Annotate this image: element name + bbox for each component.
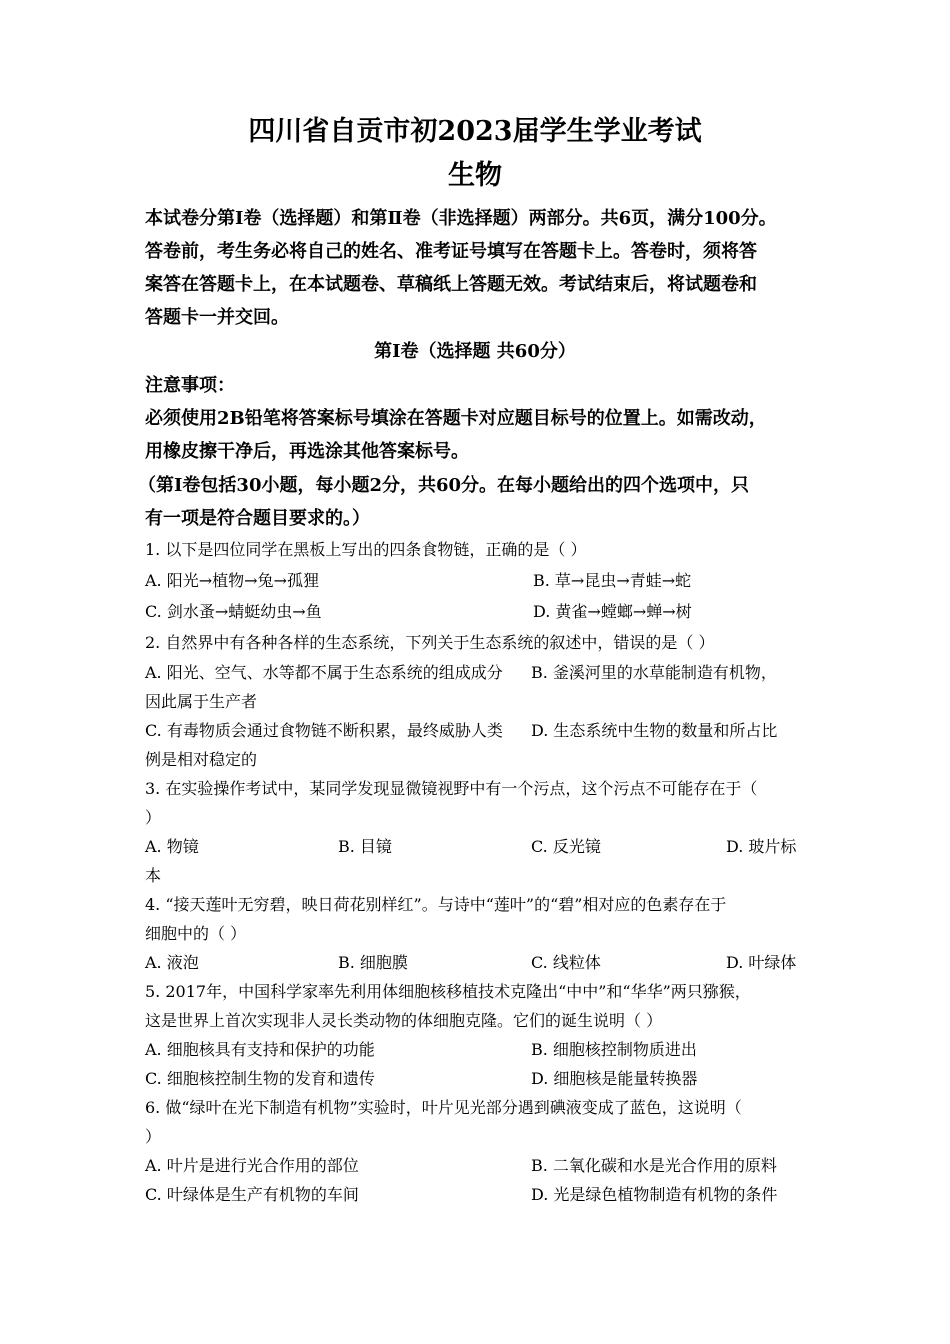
question-5-option-a: A. 细胞核具有支持和保护的功能: [145, 1040, 375, 1059]
intro-line-2: 答卷前，考生务必将自己的姓名、准考证号填写在答题卡上。答卷时，须将答: [145, 241, 757, 262]
question-2-option-b: B. 釜溪河里的水草能制造有机物，: [531, 663, 777, 682]
section-title: 第Ⅰ卷（选择题 共60分）: [374, 341, 576, 362]
intro-line-3: 案答在答题卡上，在本试题卷、草稿纸上答题无效。考试结束后，将试题卷和: [145, 274, 757, 295]
question-6-option-d: D. 光是绿色植物制造有机物的条件: [531, 1185, 778, 1204]
question-2-option-a: A. 阳光、空气、水等都不属于生态系统的组成成分: [145, 663, 503, 682]
question-4-option-b: B. 细胞膜: [338, 953, 408, 972]
question-6-stem: 6. 做“绿叶在光下制造有机物”实验时，叶片见光部分遇到碘液变成了蓝色，这说明（: [145, 1098, 742, 1117]
question-6-option-a: A. 叶片是进行光合作用的部位: [145, 1156, 359, 1175]
question-5-option-c: C. 细胞核控制生物的发育和遗传: [145, 1069, 375, 1088]
section-intro-line-2: 有一项是符合题目要求的。）: [145, 508, 370, 529]
question-3-option-d-cont: 本: [145, 866, 162, 885]
notice-line-1: 必须使用2B铅笔将答案标号填涂在答题卡对应题目标号的位置上。如需改动，: [145, 408, 767, 429]
question-4-option-d: D. 叶绿体: [726, 953, 797, 972]
question-2-option-b-cont: 因此属于生产者: [145, 692, 258, 711]
question-3-option-b: B. 目镜: [338, 837, 392, 856]
question-2-option-c: C. 有毒物质会通过食物链不断积累，最终威胁人类: [145, 721, 503, 740]
question-4-option-a: A. 液泡: [145, 953, 199, 972]
question-3-option-c: C. 反光镜: [531, 837, 601, 856]
question-5-option-d: D. 细胞核是能量转换器: [531, 1069, 698, 1088]
question-1-option-a: A. 阳光→植物→兔→孤狸: [145, 571, 319, 590]
question-3-stem-cont: ）: [145, 808, 162, 827]
question-1-option-c: C. 剑水蚤→蜻蜓幼虫→鱼: [145, 602, 322, 621]
subject-title: 生物: [448, 160, 502, 191]
question-2-stem: 2. 自然界中有各种各样的生态系统，下列关于生态系统的叙述中，错误的是（ ）: [145, 633, 715, 652]
section-intro-line-1: （第Ⅰ卷包括30小题，每小题2分，共60分。在每小题给出的四个选项中，只: [138, 475, 750, 496]
question-2-option-d: D. 生态系统中生物的数量和所占比: [531, 721, 778, 740]
intro-line-4: 答题卡一并交回。: [145, 307, 289, 328]
question-1-stem: 1. 以下是四位同学在黑板上写出的四条食物链，正确的是（ ）: [145, 540, 587, 559]
question-3-option-d: D. 玻片标: [726, 837, 797, 856]
question-4-stem: 4. “接天莲叶无穷碧，映日荷花别样红”。与诗中“莲叶”的“碧”相对应的色素存在于: [145, 895, 727, 914]
question-1-option-d: D. 黄雀→螳螂→蝉→树: [533, 602, 692, 621]
question-5-stem-cont: 这是世界上首次实现非人灵长类动物的体细胞克隆。它们的诞生说明（ ）: [145, 1011, 663, 1030]
notice-line-2: 用橡皮擦干净后，再选涂其他答案标号。: [145, 441, 469, 462]
question-4-stem-cont: 细胞中的（ ）: [145, 924, 247, 943]
question-1-option-b: B. 草→昆虫→青蛙→蛇: [533, 571, 692, 590]
exam-title: 四川省自贡市初2023届学生学业考试: [248, 116, 702, 147]
question-3-option-a: A. 物镜: [145, 837, 199, 856]
question-6-stem-cont: ）: [145, 1127, 162, 1146]
notice-label: 注意事项：: [145, 375, 235, 396]
question-3-stem: 3. 在实验操作考试中，某同学发现显微镜视野中有一个污点，这个污点不可能存在于（: [145, 779, 758, 798]
question-6-option-b: B. 二氧化碳和水是光合作用的原料: [531, 1156, 777, 1175]
intro-line-1: 本试卷分第Ⅰ卷（选择题）和第Ⅱ卷（非选择题）两部分。共6页，满分100分。: [145, 208, 777, 229]
question-6-option-c: C. 叶绿体是生产有机物的车间: [145, 1185, 359, 1204]
question-4-option-c: C. 线粒体: [531, 953, 601, 972]
question-5-option-b: B. 细胞核控制物质进出: [531, 1040, 697, 1059]
question-2-option-d-cont: 例是相对稳定的: [145, 750, 258, 769]
question-5-stem: 5. 2017年，中国科学家率先利用体细胞核移植技术克隆出“中中”和“华华”两只猕猴，: [145, 982, 751, 1001]
